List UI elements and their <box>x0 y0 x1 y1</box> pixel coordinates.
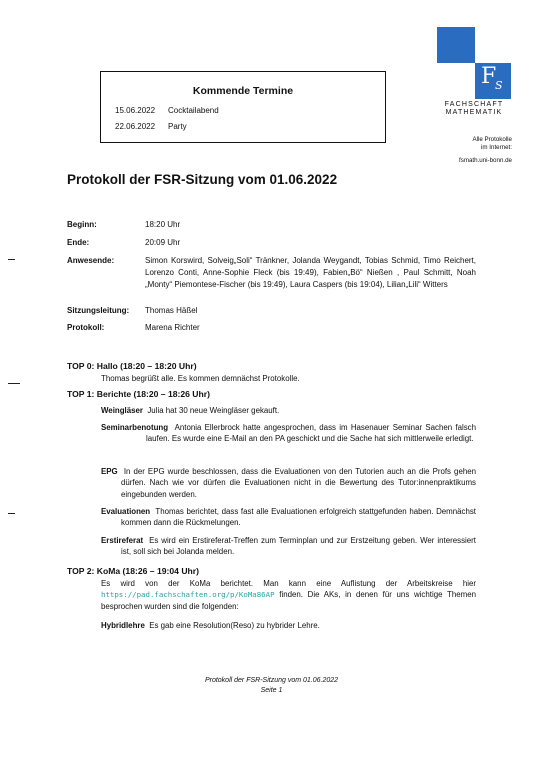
report-text: Thomas berichtet, dass fast alle Evaluationen erfolgreich stattgefunden haben. Demnächst kommen dann die Rückmelungen. <box>121 507 476 528</box>
protocols-info-line1: Alle Protokolle <box>472 136 512 143</box>
logo-caption-line1: FACHSCHAFT <box>444 101 504 108</box>
event-name: Party <box>168 122 187 131</box>
end-value: 20:09 Uhr <box>145 238 181 247</box>
report-text: Julia hat 30 neue Weingläser gekauft. <box>147 406 280 415</box>
page-number: Seite 1 <box>260 687 283 694</box>
report-item <box>101 422 476 445</box>
top2-text-before: Es wird von der KoMa berichtet. Man kann eine Auflistung der Arbeitskreise hier <box>101 579 476 588</box>
chair-label: Sitzungsleitung: <box>67 306 130 315</box>
event-row <box>115 106 219 115</box>
report-label: Evaluationen <box>101 507 151 516</box>
margin-mark <box>8 383 20 384</box>
report-text: Antonia Ellerbrock hatte angesprochen, dass im Hasenauer Seminar Sachen falsch laufen. Es wurde eine E-Mail an den PA geschickt und die Sache hat sich mittlerweile erledigt. <box>146 423 476 444</box>
document-title: Protokoll der FSR-Sitzung vom 01.06.2022 <box>67 172 338 187</box>
logo-letter: F <box>481 64 497 89</box>
start-value: 18:20 Uhr <box>145 220 181 229</box>
fachschaft-logo <box>437 27 511 99</box>
protocols-info-line2: im Internet: <box>481 144 512 151</box>
chair-value: Thomas Häßel <box>145 306 198 315</box>
logo-caption <box>433 101 515 117</box>
margin-mark <box>8 259 15 260</box>
top2-text-after: finden. Die AKs, in denen für uns wichtige Themen besprochen wurden sind die folgenden: <box>101 590 476 611</box>
top1-heading: TOP 1: Berichte (18:20 – 18:26 Uhr) <box>67 389 210 399</box>
event-row <box>115 122 187 131</box>
minutes-value: Marena Richter <box>145 323 200 332</box>
report-item <box>101 535 476 558</box>
upcoming-events-box <box>100 71 386 143</box>
event-date: 15.06.2022 <box>115 106 156 115</box>
logo-square-top <box>437 27 475 63</box>
start-label: Beginn: <box>67 220 97 229</box>
report-label: Erstireferat <box>101 536 144 545</box>
website-link[interactable]: fsmath.uni-bonn.de <box>459 157 512 164</box>
top0-text: Thomas begrüßt alle. Es kommen demnächst Protokolle. <box>101 374 300 383</box>
top2-item-text: Es gab eine Resolution(Reso) zu hybrider Lehre. <box>149 621 320 630</box>
event-name: Cocktailabend <box>168 106 219 115</box>
upcoming-events-title: Kommende Termine <box>192 85 294 97</box>
report-text: Es wird ein Erstireferat-Treffen zum Terminplan und zur Erstzeitung geben. Wer interessiert ist, soll sich bei Jolanda melden. <box>121 536 476 557</box>
margin-mark <box>8 513 15 514</box>
end-label: Ende: <box>67 238 90 247</box>
report-item <box>101 405 476 416</box>
top2-heading: TOP 2: KoMa (18:26 – 19:04 Uhr) <box>67 566 199 576</box>
report-label: Seminarbenotung <box>101 423 169 432</box>
minutes-label: Protokoll: <box>67 323 105 332</box>
attendees-value: Simon Korswird, Solveig„Soli“ Tränkner, Jolanda Weygandt, Tobias Schmid, Timo Reichert, Lorenzo Conti, Anne-Sophie Fleck (bis 19:49), Fabien„Bö“ Nießen , Paul Schmitt, Noah „Monty“ Piemontese-Fischer (bis 19:49), Laura Caspers (bis 19:04), Lilian„Lili“ Witters <box>145 256 476 289</box>
top2-item-label: Hybridlehre <box>101 621 145 630</box>
top2-text <box>101 578 476 612</box>
attendees-label: Anwesende: <box>67 256 115 265</box>
report-item <box>101 466 476 500</box>
logo-subscript: S <box>495 79 503 92</box>
top2-item <box>101 620 476 631</box>
footer-title: Protokoll der FSR-Sitzung vom 01.06.2022 <box>204 677 339 684</box>
report-text: In der EPG wurde beschlossen, dass die Evaluationen von den Tutorien auch an die Profs gehen dürfen. Nach wie vor dürfen die Evaluationen nicht in die Bewertung des Tutor:innenpraktikums eingebunden werden. <box>121 467 477 499</box>
arbeitskreise-link[interactable]: https://pad.fachschaften.org/p/KoMa86AP <box>101 590 275 600</box>
event-date: 22.06.2022 <box>115 122 156 131</box>
top0-heading: TOP 0: Hallo (18:20 – 18:20 Uhr) <box>67 361 197 371</box>
report-label: EPG <box>101 467 118 476</box>
logo-caption-line2: MATHEMATIK <box>445 109 503 116</box>
report-item <box>101 506 476 529</box>
report-label: Weingläser <box>101 406 143 415</box>
protocols-info <box>420 136 512 152</box>
